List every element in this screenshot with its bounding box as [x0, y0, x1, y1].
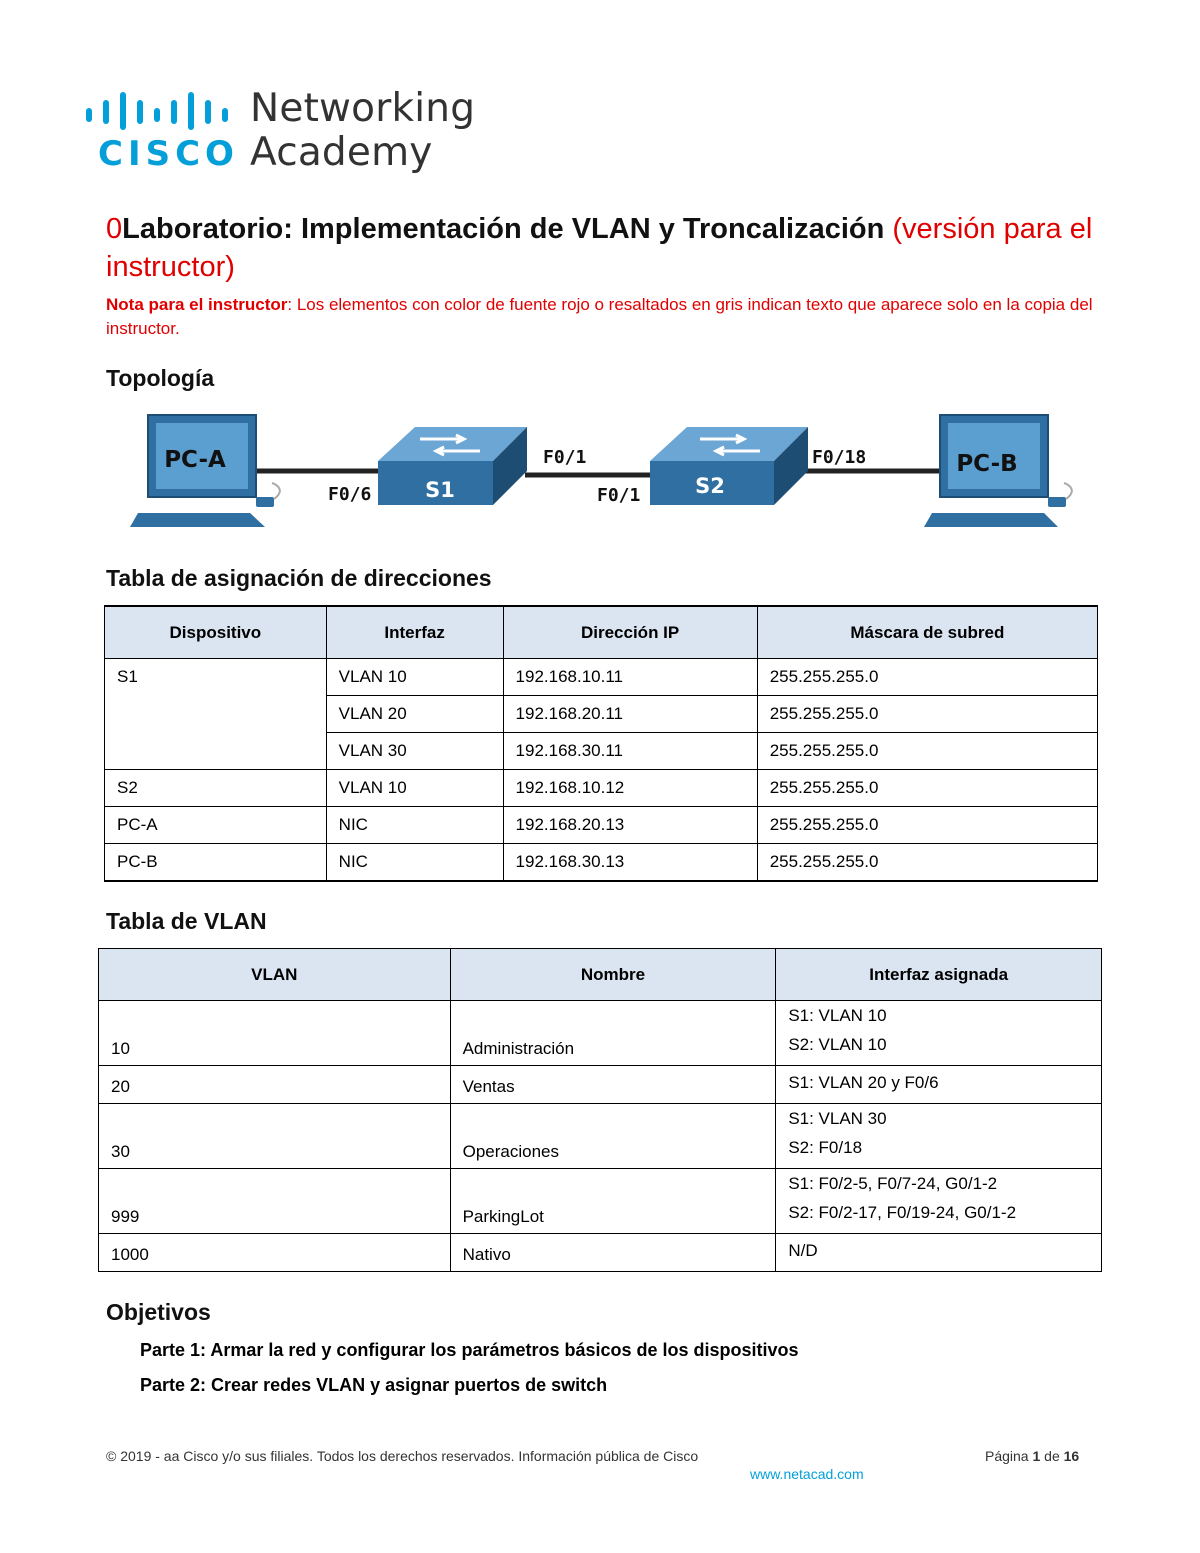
title-version: (versión para el instructor): [106, 213, 1093, 283]
table-cell: Ventas: [450, 1066, 776, 1104]
footer-page-number: [985, 1448, 1079, 1464]
table-cell: VLAN 10: [326, 770, 503, 807]
table-row: [99, 1104, 1102, 1169]
port-line: S1: F0/2-5, F0/7-24, G0/1-2: [788, 1174, 998, 1193]
instructor-note-text: : Los elementos con color de fuente rojo o resaltados en gris indican texto que aparece solo en la copia del instructor.: [106, 295, 1093, 338]
table-row: [105, 770, 1098, 807]
table-row: [99, 1234, 1102, 1272]
table-cell: 255.255.255.0: [757, 659, 1097, 696]
header-cell: Dirección IP: [503, 606, 757, 659]
pc-b-label: PC-B: [956, 451, 1018, 477]
table-cell: [776, 1169, 1102, 1234]
port-line: S1: VLAN 10: [788, 1006, 887, 1025]
table-cell: [776, 1234, 1102, 1272]
header-cell: Interfaz: [326, 606, 503, 659]
header-cell: Máscara de subred: [757, 606, 1097, 659]
page-title: [106, 210, 1106, 286]
section-heading-vlan: Tabla de VLAN: [106, 908, 267, 934]
pc-a-label: PC-A: [164, 447, 226, 473]
table-row: [99, 1066, 1102, 1104]
table-cell: ParkingLot: [450, 1169, 776, 1234]
table-cell: 192.168.30.13: [503, 844, 757, 882]
table-cell: 10: [99, 1001, 451, 1066]
table-cell: 192.168.30.11: [503, 733, 757, 770]
table-cell: 192.168.20.11: [503, 696, 757, 733]
table-cell: Nativo: [450, 1234, 776, 1272]
table-cell: 1000: [99, 1234, 451, 1272]
table-row: [105, 659, 1098, 696]
table-cell: 255.255.255.0: [757, 696, 1097, 733]
page-label: Página: [985, 1448, 1029, 1464]
port-label-s2-f01: F0/1: [597, 485, 641, 506]
table-cell: VLAN 10: [326, 659, 503, 696]
instructor-note-label: Nota para el instructor: [106, 295, 288, 314]
table-cell: 255.255.255.0: [757, 770, 1097, 807]
switch-s2-label: S2: [695, 474, 725, 498]
port-label-s1-f06: F0/6: [328, 484, 372, 505]
section-heading-topology: Topología: [106, 365, 215, 391]
table-cell: 192.168.10.11: [503, 659, 757, 696]
port-label-s1-f01: F0/1: [543, 447, 587, 468]
table-cell: PC-A: [105, 807, 327, 844]
title-main: Laboratorio: Implementación de VLAN y Troncalización: [122, 213, 885, 245]
instructor-note: [106, 293, 1106, 341]
table-cell: S2: [105, 770, 327, 807]
port-line: S2: F0/2-17, F0/19-24, G0/1-2: [788, 1203, 1017, 1222]
cisco-bars-icon: [84, 90, 244, 132]
table-cell: NIC: [326, 844, 503, 882]
table-cell: 255.255.255.0: [757, 807, 1097, 844]
table-row: [99, 1001, 1102, 1066]
cisco-networking-academy-logo: [84, 86, 484, 182]
footer-netacad-link[interactable]: www.netacad.com: [750, 1466, 864, 1482]
footer-copyright: © 2019 - aa Cisco y/o sus filiales. Todos los derechos reservados. Información pública de Cisco: [106, 1448, 699, 1464]
table-cell: 255.255.255.0: [757, 844, 1097, 882]
table-row: [105, 844, 1098, 882]
title-lead-char: 0: [106, 213, 123, 245]
section-heading-addressing: Tabla de asignación de direcciones: [106, 565, 492, 591]
switch-s1-label: S1: [425, 478, 455, 502]
table-cell: PC-B: [105, 844, 327, 882]
table-cell: S1: [105, 659, 327, 770]
table-cell: VLAN 30: [326, 733, 503, 770]
page-of: de: [1044, 1448, 1060, 1464]
header-cell: Dispositivo: [105, 606, 327, 659]
topology-diagram: [100, 405, 1100, 555]
table-cell: 192.168.10.12: [503, 770, 757, 807]
table-cell: 255.255.255.0: [757, 733, 1097, 770]
port-label-s2-f018: F0/18: [812, 447, 867, 468]
table-header-row: [99, 949, 1102, 1001]
table-cell: Operaciones: [450, 1104, 776, 1169]
table-cell: 192.168.20.13: [503, 807, 757, 844]
table-header-row: [105, 606, 1098, 659]
port-line: S1: VLAN 30: [788, 1109, 887, 1128]
header-cell: Nombre: [450, 949, 776, 1001]
table-row: [99, 1169, 1102, 1234]
table-cell: [776, 1001, 1102, 1066]
objective-part-1: Parte 1: Armar la red y configurar los parámetros básicos de los dispositivos: [140, 1340, 799, 1360]
port-line: S2: F0/18: [788, 1138, 863, 1157]
table-cell: NIC: [326, 807, 503, 844]
table-cell: Administración: [450, 1001, 776, 1066]
table-cell: [776, 1066, 1102, 1104]
logo-line-networking: Networking: [250, 86, 476, 131]
table-cell: 20: [99, 1066, 451, 1104]
port-line: S2: VLAN 10: [788, 1035, 887, 1054]
switch-s2-icon: [650, 427, 808, 505]
cisco-wordmark: CISCO: [98, 134, 239, 174]
page-current: 1: [1032, 1448, 1041, 1464]
table-cell: 999: [99, 1169, 451, 1234]
table-cell: 30: [99, 1104, 451, 1169]
table-row: [105, 807, 1098, 844]
header-cell: Interfaz asignada: [776, 949, 1102, 1001]
port-line: S1: VLAN 20 y F0/6: [788, 1073, 939, 1092]
section-heading-objectives: Objetivos: [106, 1299, 211, 1325]
table-cell: VLAN 20: [326, 696, 503, 733]
header-cell: VLAN: [99, 949, 451, 1001]
vlan-table: [98, 948, 1102, 1272]
objective-part-2: Parte 2: Crear redes VLAN y asignar puertos de switch: [140, 1375, 608, 1395]
port-line: N/D: [788, 1241, 818, 1260]
logo-line-academy: Academy: [250, 130, 433, 175]
page-total: 16: [1063, 1448, 1080, 1464]
addressing-table: [104, 605, 1098, 882]
table-cell: [776, 1104, 1102, 1169]
